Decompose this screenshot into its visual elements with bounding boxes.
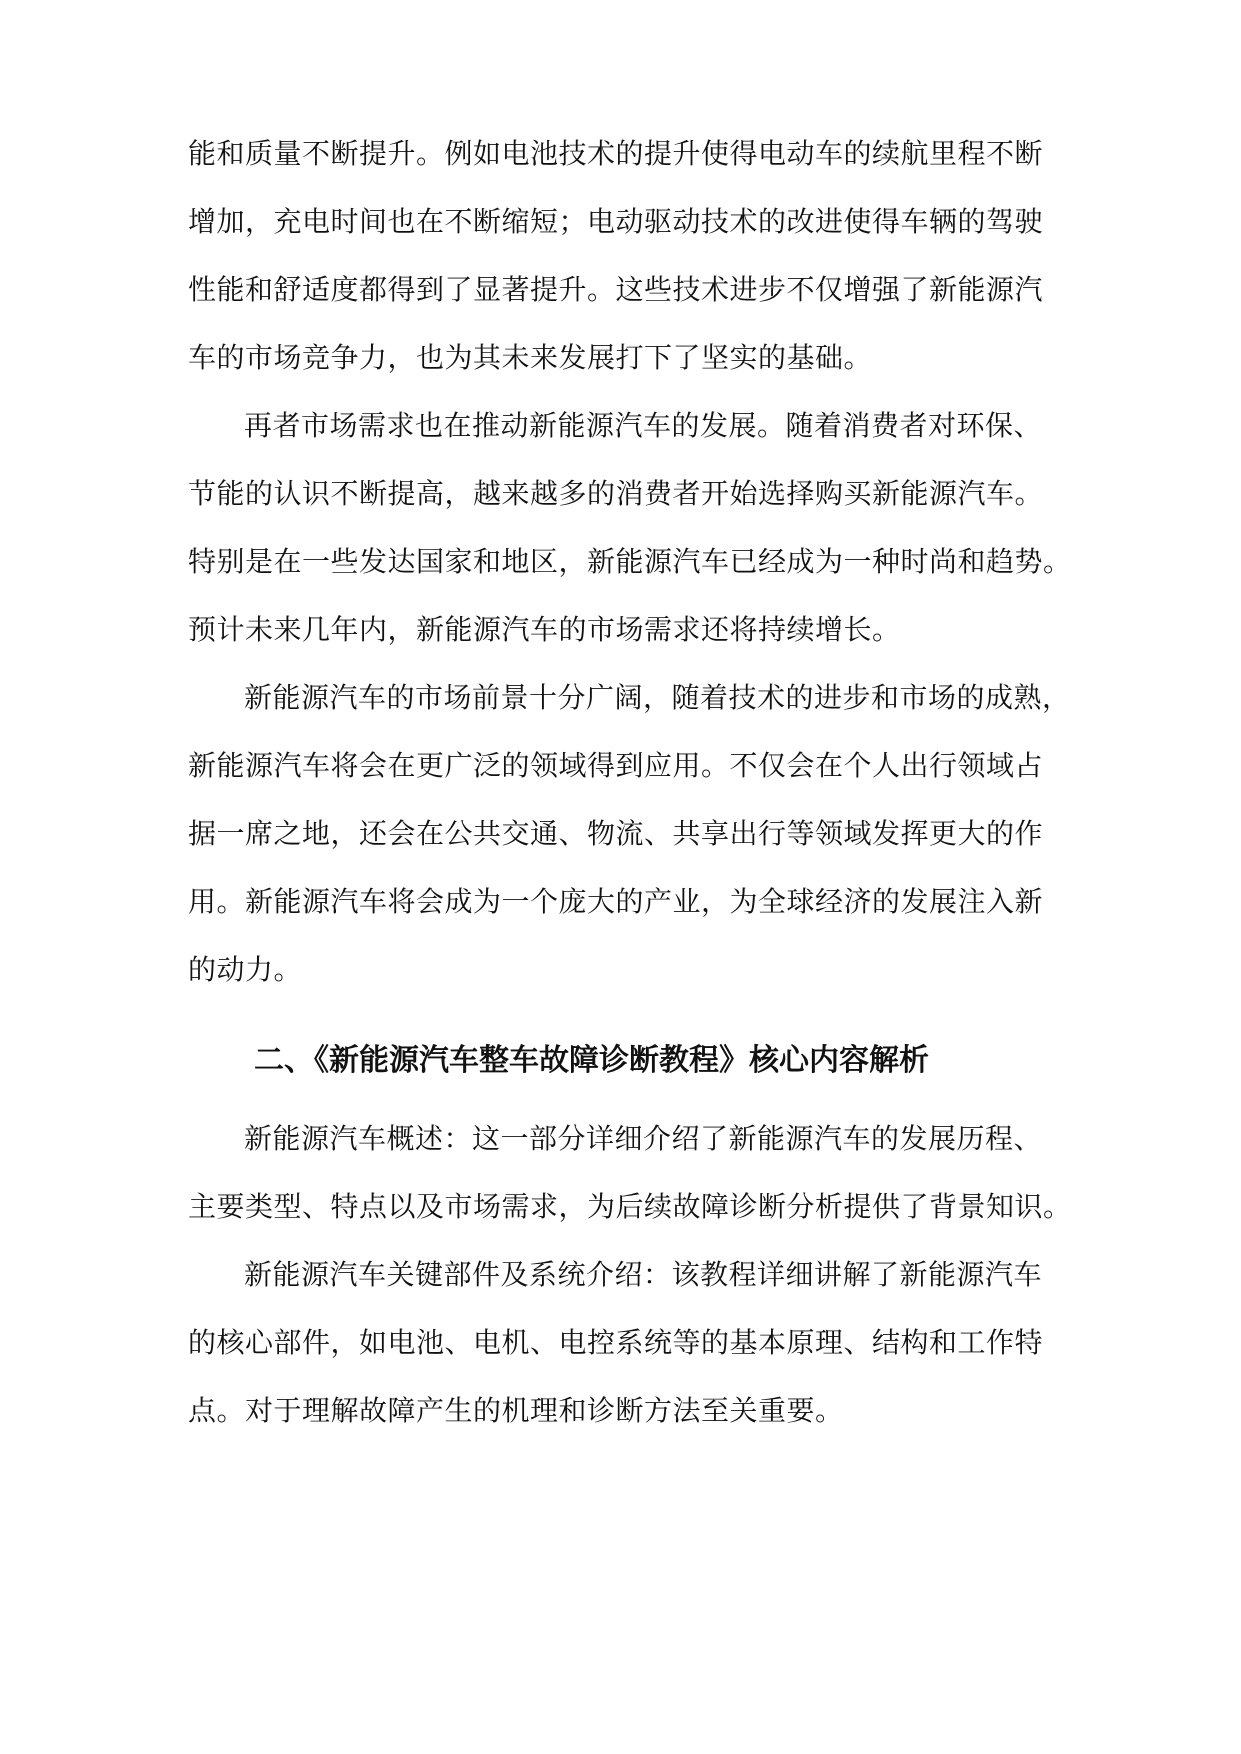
paragraph-line: 的核心部件，如电池、电机、电控系统等的基本原理、结构和工作特: [188, 1326, 1044, 1359]
section-heading: 二、《新能源汽车整车故障诊断教程》核心内容解析: [254, 1043, 929, 1078]
paragraph-line: 特别是在一些发达国家和地区，新能源汽车已经成为一种时尚和趋势。: [188, 545, 1072, 578]
paragraph-line: 增加，充电时间也在不断缩短；电动驱动技术的改进使得车辆的驾驶: [188, 205, 1044, 238]
paragraph-line: 的动力。: [188, 953, 303, 986]
paragraph-line: 新能源汽车概述：这一部分详细介绍了新能源汽车的发展历程、: [244, 1122, 1043, 1155]
paragraph-line: 新能源汽车将会在更广泛的领域得到应用。不仅会在个人出行领域占: [188, 749, 1044, 782]
paragraph-line: 节能的认识不断提高，越来越多的消费者开始选择购买新能源汽车。: [188, 477, 1044, 510]
paragraph-line: 新能源汽车的市场前景十分广阔，随着技术的进步和市场的成熟，: [244, 681, 1071, 714]
paragraph-line: 新能源汽车关键部件及系统介绍：该教程详细讲解了新能源汽车: [244, 1258, 1043, 1291]
paragraph-line: 据一席之地，还会在公共交通、物流、共享出行等领域发挥更大的作: [188, 817, 1044, 850]
paragraph-line: 性能和舒适度都得到了显著提升。这些技术进步不仅增强了新能源汽: [188, 273, 1044, 306]
paragraph-line: 预计未来几年内，新能源汽车的市场需求还将持续增长。: [188, 613, 901, 646]
paragraph-line: 用。新能源汽车将会成为一个庞大的产业，为全球经济的发展注入新: [188, 885, 1044, 918]
paragraph-line: 车的市场竞争力，也为其未来发展打下了坚实的基础。: [188, 341, 873, 374]
paragraph-line: 再者市场需求也在推动新能源汽车的发展。随着消费者对环保、: [244, 409, 1043, 442]
paragraph-line: 点。对于理解故障产生的机理和诊断方法至关重要。: [188, 1394, 844, 1427]
paragraph-line: 能和质量不断提升。例如电池技术的提升使得电动车的续航里程不断: [188, 137, 1044, 170]
paragraph-line: 主要类型、特点以及市场需求，为后续故障诊断分析提供了背景知识。: [188, 1190, 1072, 1223]
